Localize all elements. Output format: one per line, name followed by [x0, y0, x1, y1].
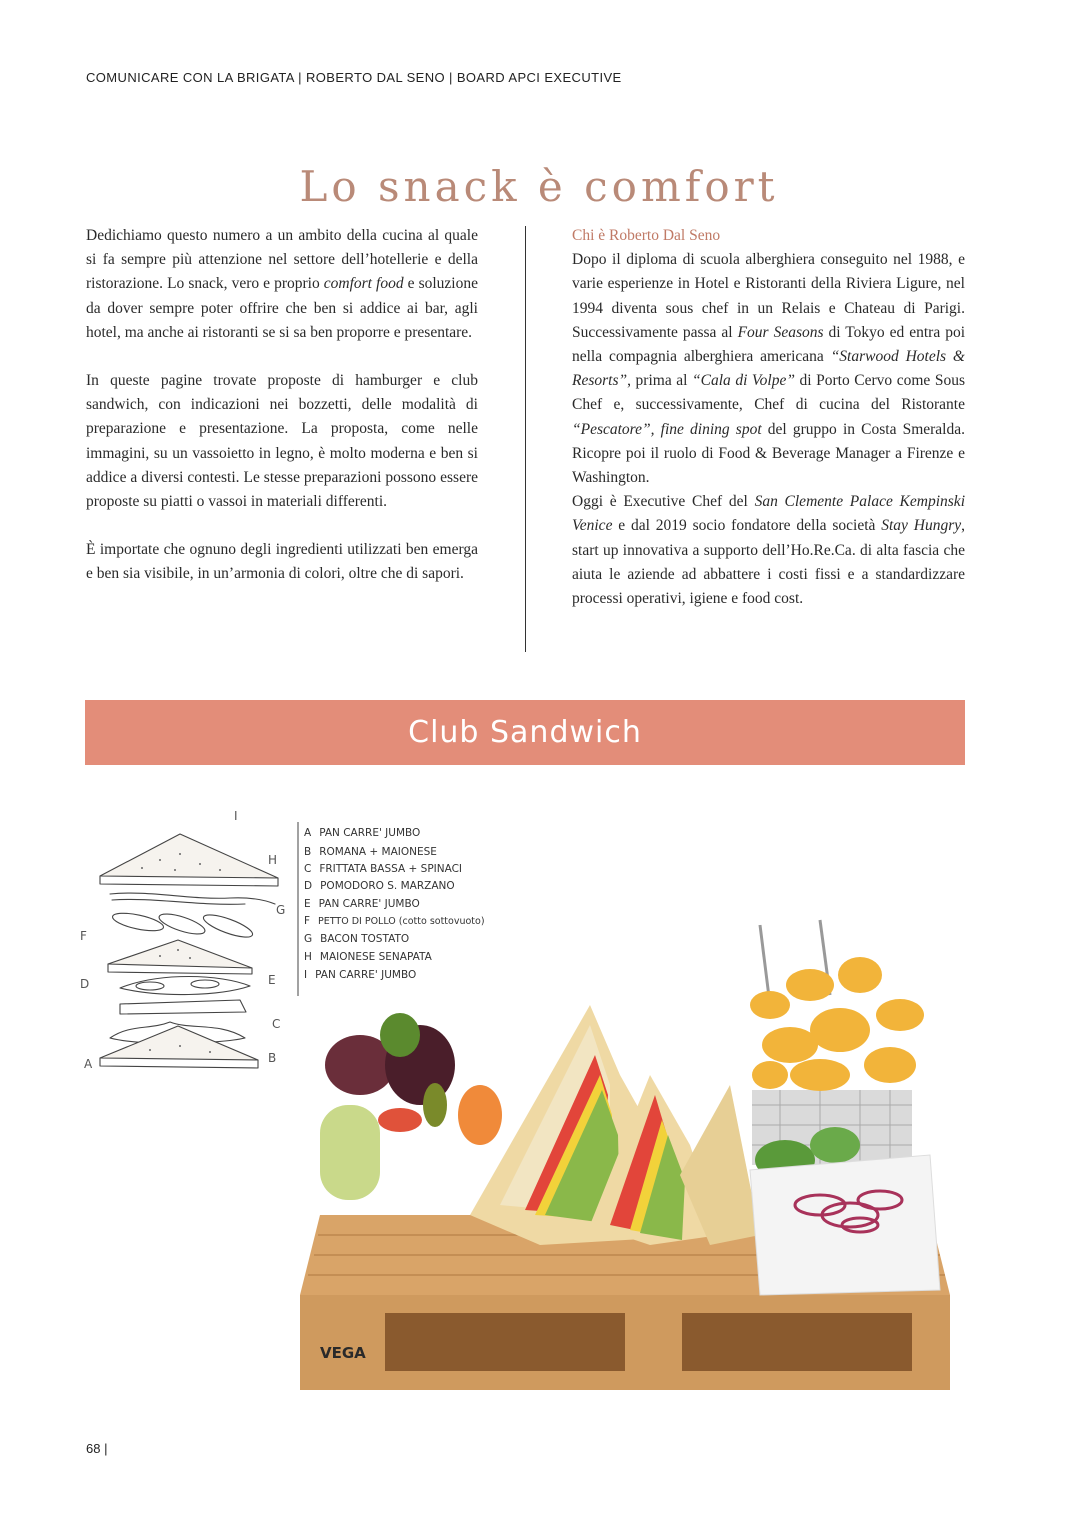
legend-text: PETTO DI POLLO (cotto sottovuoto)	[318, 916, 485, 927]
legend-letter: A	[304, 827, 312, 839]
legend-letter: H	[304, 951, 312, 963]
section-banner-label: Club Sandwich	[408, 715, 642, 750]
intro-paragraph-2: In queste pagine trovate proposte di hamburger e club sandwich, con indicazioni nei bozzetti, delle modalità di preparazione e presentazione. La proposta, come nelle immagini, su un vassoietto in legno, è molto moderna e ben si addice a diversi contesti. Le stesse preparazioni possono essere proposte su piatti o vassoi in materiali differenti.	[86, 372, 478, 511]
section-banner	[85, 700, 965, 765]
intro-paragraph-1: Dedichiamo questo numero a un ambito della cucina al quale si fa sempre più attenzione nel settore dell’hotellerie e della ristorazione. Lo snack, vero e proprio comfort food e soluzione da dover sempre poter offrire che ben si addice ai bar, agli hotel, ma anche ai ristoranti se si sa ben proporre e presentare.	[86, 227, 478, 341]
club-sandwich-photo	[290, 915, 990, 1405]
legend-letter: B	[304, 846, 312, 858]
bio-heading: Chi è Roberto Dal Seno	[572, 227, 721, 244]
svg-text:EPAN CARRE' JUMBO	[304, 898, 420, 910]
running-head: COMUNICARE CON LA BRIGATA | ROBERTO DAL SENO | BOARD APCI EXECUTIVE	[86, 70, 622, 85]
legend-text: PAN CARRE' JUMBO	[319, 827, 421, 839]
legend-letter: F	[304, 915, 311, 927]
legend-letter: C	[304, 863, 312, 875]
board-brand: VEGA	[320, 1344, 366, 1362]
intro-paragraph-3: È importate che ognuno degli ingredienti utilizzati ben emerga e ben sia visibile, in un’armonia di colori, oltre che di sapori.	[86, 541, 478, 583]
sketch-label-h: H	[268, 853, 278, 867]
legend-text: MAIONESE SENAPATA	[319, 951, 432, 963]
legend-letter: I	[304, 969, 308, 981]
legend-letter: E	[304, 898, 311, 910]
bio-paragraph-1: Dopo il diploma di scuola alberghiera conseguito nel 1988, e varie esperienze in Hotel e Ristoranti della Riviera Ligure, nel 1994 diventa sous chef in un Relais e Chateau di Parigi. Successivamente passa al Four Seasons di Tokyo ed entra poi nella compagnia alberghiera americana “Starwood Hotels & Resorts”, prima al “Cala di Volpe” di Porto Cervo come Sous Chef e, successivamente, Chef di cucina del Ristorante “Pescatore”, fine dining spot del gruppo in Costa Smeralda. Ricopre poi il ruolo di Food & Beverage Manager a Firenze e Washington.	[572, 251, 966, 487]
sketch-top-label: I	[234, 809, 238, 823]
page-title: Lo snack è comfort	[299, 162, 779, 212]
sketch-label-g: G	[276, 903, 286, 917]
sketch-label-d: D	[80, 977, 90, 991]
intro-column	[86, 224, 478, 587]
legend-text: POMODORO S. MARZANO	[320, 880, 455, 892]
sketch-label-a: A	[84, 1057, 93, 1071]
legend-text: ROMANA + MAIONESE	[319, 846, 437, 858]
svg-text:CFRITTATA BASSA + SPINACI	[304, 863, 462, 875]
legend-text: BACON TOSTATO	[320, 933, 410, 945]
legend-text: FRITTATA BASSA + SPINACI	[319, 863, 463, 875]
svg-text:BROMANA + MAIONESE	[304, 846, 437, 858]
salad-garnish	[320, 1013, 502, 1200]
column-divider	[525, 226, 526, 652]
bio-column	[572, 224, 965, 611]
legend-letter: G	[304, 933, 313, 945]
sketch-label-b: B	[268, 1051, 277, 1065]
legend-letter: D	[304, 880, 313, 892]
legend-text: PAN CARRE' JUMBO	[315, 969, 417, 981]
svg-text:DPOMODORO S. MARZANO	[304, 880, 455, 892]
bio-paragraph-2: Oggi è Executive Chef del San Clemente Palace Kempinski Venice e dal 2019 socio fondatore della società Stay Hungry, start up innovativa a supporto dell’Ho.Re.Ca. di alta fascia che aiuta le aziende ad abbattere i costi fissi e a standardizzare processi operativi, igiene e food cost.	[572, 493, 965, 608]
sketch-label-c: C	[272, 1017, 281, 1031]
sketch-label-f: F	[80, 929, 87, 943]
svg-text:APAN CARRE' JUMBO	[304, 827, 420, 839]
sketch-label-e: E	[268, 973, 276, 987]
legend-text: PAN CARRE' JUMBO	[318, 898, 420, 910]
sandwich-wedges	[470, 1005, 760, 1245]
page-number: 68 |	[86, 1441, 108, 1456]
